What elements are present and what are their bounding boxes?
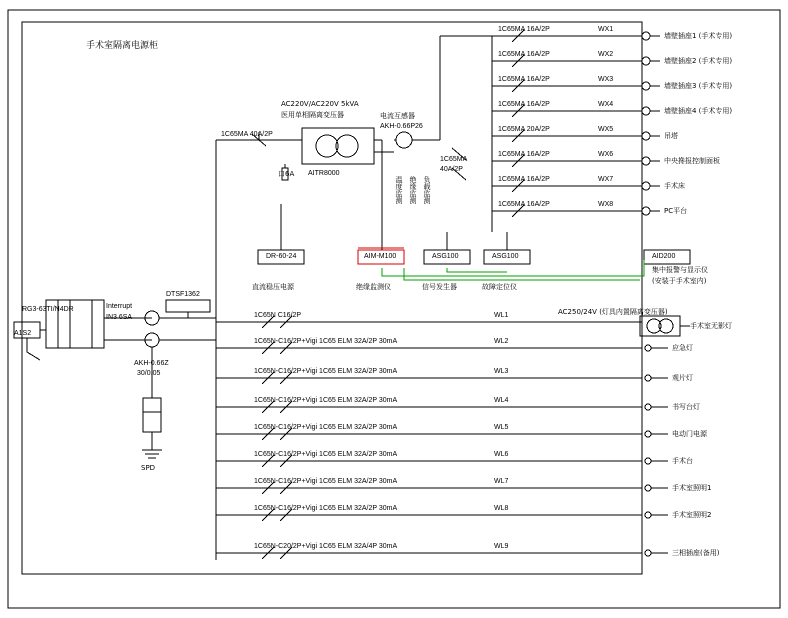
instrument-name-3: ASG100 — [492, 253, 519, 260]
instrument-caption-2: 信号发生器 — [422, 283, 457, 291]
instrument-caption-1: 绝缘监测仪 — [356, 283, 391, 291]
upper-branch-tag-2: WX2 — [598, 51, 614, 58]
instrument-caption-3: 故障定位仪 — [482, 283, 517, 291]
lower-branch-breaker-8: 1C65N-C16/2P+Vigi 1C65 ELM 32A/2P 30mA — [254, 505, 398, 512]
lower-branch-breaker-5: 1C65N-C16/2P+Vigi 1C65 ELM 32A/2P 30mA — [254, 424, 398, 431]
remote-caption-1: 集中报警与显示仪 — [652, 266, 708, 274]
upper-branch-breaker-8: 1C65MA 16A/2P — [498, 201, 550, 208]
lower-branch-tag-1: WL1 — [494, 312, 509, 319]
vertical-label-insulation: 绝缘监测 — [409, 176, 417, 204]
instrument-name-1: AIM-M100 — [364, 253, 397, 260]
lower-branch-tag-3: WL3 — [494, 368, 509, 375]
ct2-label-1: 电流互感器 — [380, 112, 415, 120]
upper-branch-breaker-7: 1C65MA 16A/2P — [498, 176, 550, 183]
lower-branch-load-6: 手术台 — [672, 457, 693, 465]
transformer-fuse: 口6A — [278, 170, 295, 178]
lower-branch-breaker-4: 1C65N-C16/2P+Vigi 1C65 ELM 32A/2P 30mA — [254, 397, 398, 404]
lower-branch-tag-5: WL5 — [494, 424, 509, 431]
shadowless-load-label: 手术室无影灯 — [690, 322, 732, 330]
lower-branch-breaker-1: 1C65N C16/2P — [254, 312, 302, 319]
vertical-label-load: 负载监测 — [423, 176, 431, 204]
lower-branch-breaker-9: 1C65N-C20/2P+Vigi 1C65 ELM 32A/4P 30mA — [254, 543, 398, 550]
upper-branch-load-4: 墙壁插座4 (手术专用) — [664, 107, 733, 115]
instrument-caption-0: 直流稳压电源 — [252, 283, 294, 291]
lower-branch-load-9: 三相插座(备用) — [672, 549, 720, 557]
upper-submain-line1: 1C65MA — [440, 156, 468, 163]
upper-branch-tag-3: WX3 — [598, 76, 614, 83]
lower-branch-breaker-7: 1C65N-C16/2P+Vigi 1C65 ELM 32A/2P 30mA — [254, 478, 398, 485]
ct-ratio-label: 30/0.05 — [137, 370, 161, 377]
interrupt-label: Interrupt — [106, 303, 133, 310]
transformer-spec-2: 医用单相隔离变压器 — [281, 111, 344, 119]
upper-branch-breaker-2: 1C65MA 16A/2P — [498, 51, 550, 58]
lower-branch-load-5: 电动门电源 — [672, 430, 707, 438]
upper-branch-breaker-1: 1C65MA 16A/2P — [498, 26, 550, 33]
main-breaker-label: 1C65MA 40A/2P — [221, 131, 273, 138]
lower-branch-tag-7: WL7 — [494, 478, 509, 485]
lower-branch-tag-8: WL8 — [494, 505, 509, 512]
lower-branch-breaker-3: 1C65N-C16/2P+Vigi 1C65 ELM 32A/2P 30mA — [254, 368, 398, 375]
meter-label: DTSF1362 — [166, 291, 200, 298]
upper-branch-tag-8: WX8 — [598, 201, 614, 208]
upper-branch-load-8: PC平台 — [664, 207, 688, 215]
instrument-name-2: ASG100 — [432, 253, 459, 260]
upper-branch-breaker-6: 1C65MA 16A/2P — [498, 151, 550, 158]
lower-branch-tag-9: WL9 — [494, 543, 509, 550]
ct-label: AKH-0.66Z — [134, 360, 169, 367]
instrument-name-0: DR-60-24 — [266, 253, 297, 260]
remote-caption-2: (安装于手术室内) — [652, 277, 707, 285]
upper-branch-tag-4: WX4 — [598, 101, 614, 108]
shadowless-supply-label: AC250/24V (灯具内置隔离变压器) — [558, 308, 668, 316]
upper-branch-tag-1: WX1 — [598, 26, 614, 33]
upper-branch-load-7: 手术床 — [664, 182, 685, 190]
upper-branch-breaker-5: 1C65MA 20A/2P — [498, 126, 550, 133]
upper-branch-tag-7: WX7 — [598, 176, 614, 183]
lower-branch-tag-2: WL2 — [494, 338, 509, 345]
breaker-tag: A1S2 — [14, 330, 32, 337]
transformer-spec-1: AC220V/AC220V 5kVA — [281, 100, 359, 108]
upper-branch-tag-6: WX6 — [598, 151, 614, 158]
lower-branch-load-7: 手术室照明1 — [672, 484, 712, 492]
vertical-label-temperature: 温度监测 — [395, 176, 403, 204]
upper-branch-tag-5: WX5 — [598, 126, 614, 133]
upper-branch-load-3: 墙壁插座3 (手术专用) — [664, 82, 733, 90]
lower-branch-breaker-2: 1C65N-C16/2P+Vigi 1C65 ELM 32A/2P 30mA — [254, 338, 398, 345]
lower-branch-breaker-6: 1C65N-C16/2P+Vigi 1C65 ELM 32A/2P 30mA — [254, 451, 398, 458]
spd-label: SPD — [141, 464, 156, 472]
upper-branch-load-2: 墙壁插座2 (手术专用) — [664, 57, 733, 65]
lower-branch-load-3: 观片灯 — [672, 374, 693, 382]
upper-submain-line2: 40A/2P — [440, 166, 463, 173]
panel-title: 手术室隔离电源柜 — [86, 41, 159, 51]
lower-branch-load-2: 应急灯 — [672, 344, 693, 352]
upper-branch-load-5: 吊塔 — [664, 132, 678, 140]
upper-branch-load-1: 墙壁插座1 (手术专用) — [664, 32, 733, 40]
transformer-model: AITR8000 — [308, 170, 340, 177]
upper-branch-breaker-4: 1C65MA 16A/2P — [498, 101, 550, 108]
upper-branch-breaker-3: 1C65MA 16A/2P — [498, 76, 550, 83]
source-label: RG3-63TI/N4DR — [22, 306, 74, 313]
upper-branch-load-6: 中央搀报控制面板 — [664, 157, 720, 165]
lower-branch-load-8: 手术室照明2 — [672, 511, 712, 519]
interrupt-sub-label: IN3 6SA — [106, 314, 133, 321]
lower-branch-tag-4: WL4 — [494, 397, 509, 404]
lower-branch-load-4: 书写台灯 — [672, 403, 700, 411]
lower-branch-tag-6: WL6 — [494, 451, 509, 458]
ct2-label-2: AKH-0.66P26 — [380, 123, 423, 130]
remote-unit-name: AID200 — [652, 253, 676, 260]
